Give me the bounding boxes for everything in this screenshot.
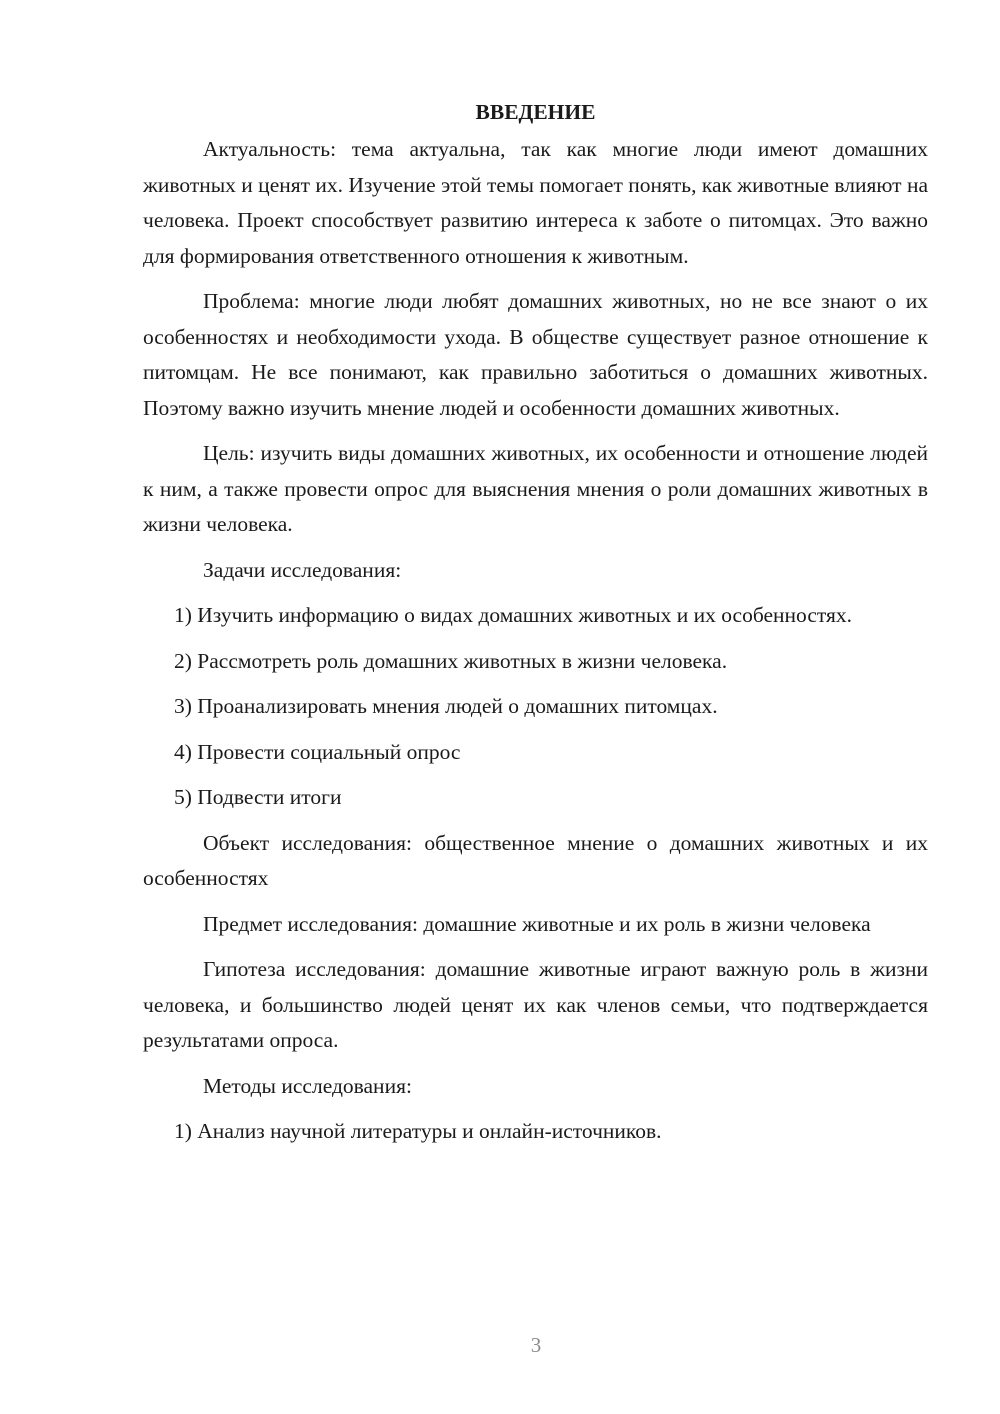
task-item-5: 5) Подвести итоги [174, 785, 342, 809]
section-title: ВВЕДЕНИЕ [475, 100, 596, 124]
paragraph-relevance: Актуальность: тема актуальна, так как многие люди имеют домашних животных и ценят их. Изучение этой темы помогает понять, как животные влияют на человека. Проект способствует развитию интереса к заботе о питомцах. Это важно для формирования ответственного отношения к животным. [143, 137, 928, 268]
task-item-1: 1) Изучить информацию о видах домашних животных и их особенностях. [174, 603, 852, 627]
paragraph-subject: Предмет исследования: домашние животные и их роль в жизни человека [203, 911, 871, 936]
paragraph-problem: Проблема: многие люди любят домашних животных, но не все знают о их особенностях и необходимости ухода. В обществе существует разное отношение к питомцам. Не все понимают, как правильно заботиться о домашних животных. Поэтому важно изучить мнение людей и особенности домашних животных. [143, 289, 928, 420]
page-content [143, 96, 928, 1160]
method-item-1: 1) Анализ научной литературы и онлайн-источников. [174, 1119, 662, 1143]
paragraph-methods-heading: Методы исследования: [203, 1073, 412, 1098]
page-number: 3 [530, 1333, 542, 1357]
paragraph-goal: Цель: изучить виды домашних животных, их особенности и отношение людей к ним, а также провести опрос для выяснения мнения о роли домашних животных в жизни человека. [143, 441, 928, 536]
paragraph-object: Объект исследования: общественное мнение о домашних животных и их особенностях [143, 830, 928, 890]
task-item-3: 3) Проанализировать мнения людей о домашних питомцах. [174, 694, 718, 718]
paragraph-hypothesis: Гипотеза исследования: домашние животные играют важную роль в жизни человека, и большинство людей ценят их как членов семьи, что подтверждается результатами опроса. [143, 957, 928, 1052]
task-item-2: 2) Рассмотреть роль домашних животных в жизни человека. [174, 648, 728, 673]
paragraph-tasks-heading: Задачи исследования: [203, 557, 402, 582]
task-item-4: 4) Провести социальный опрос [174, 739, 461, 764]
